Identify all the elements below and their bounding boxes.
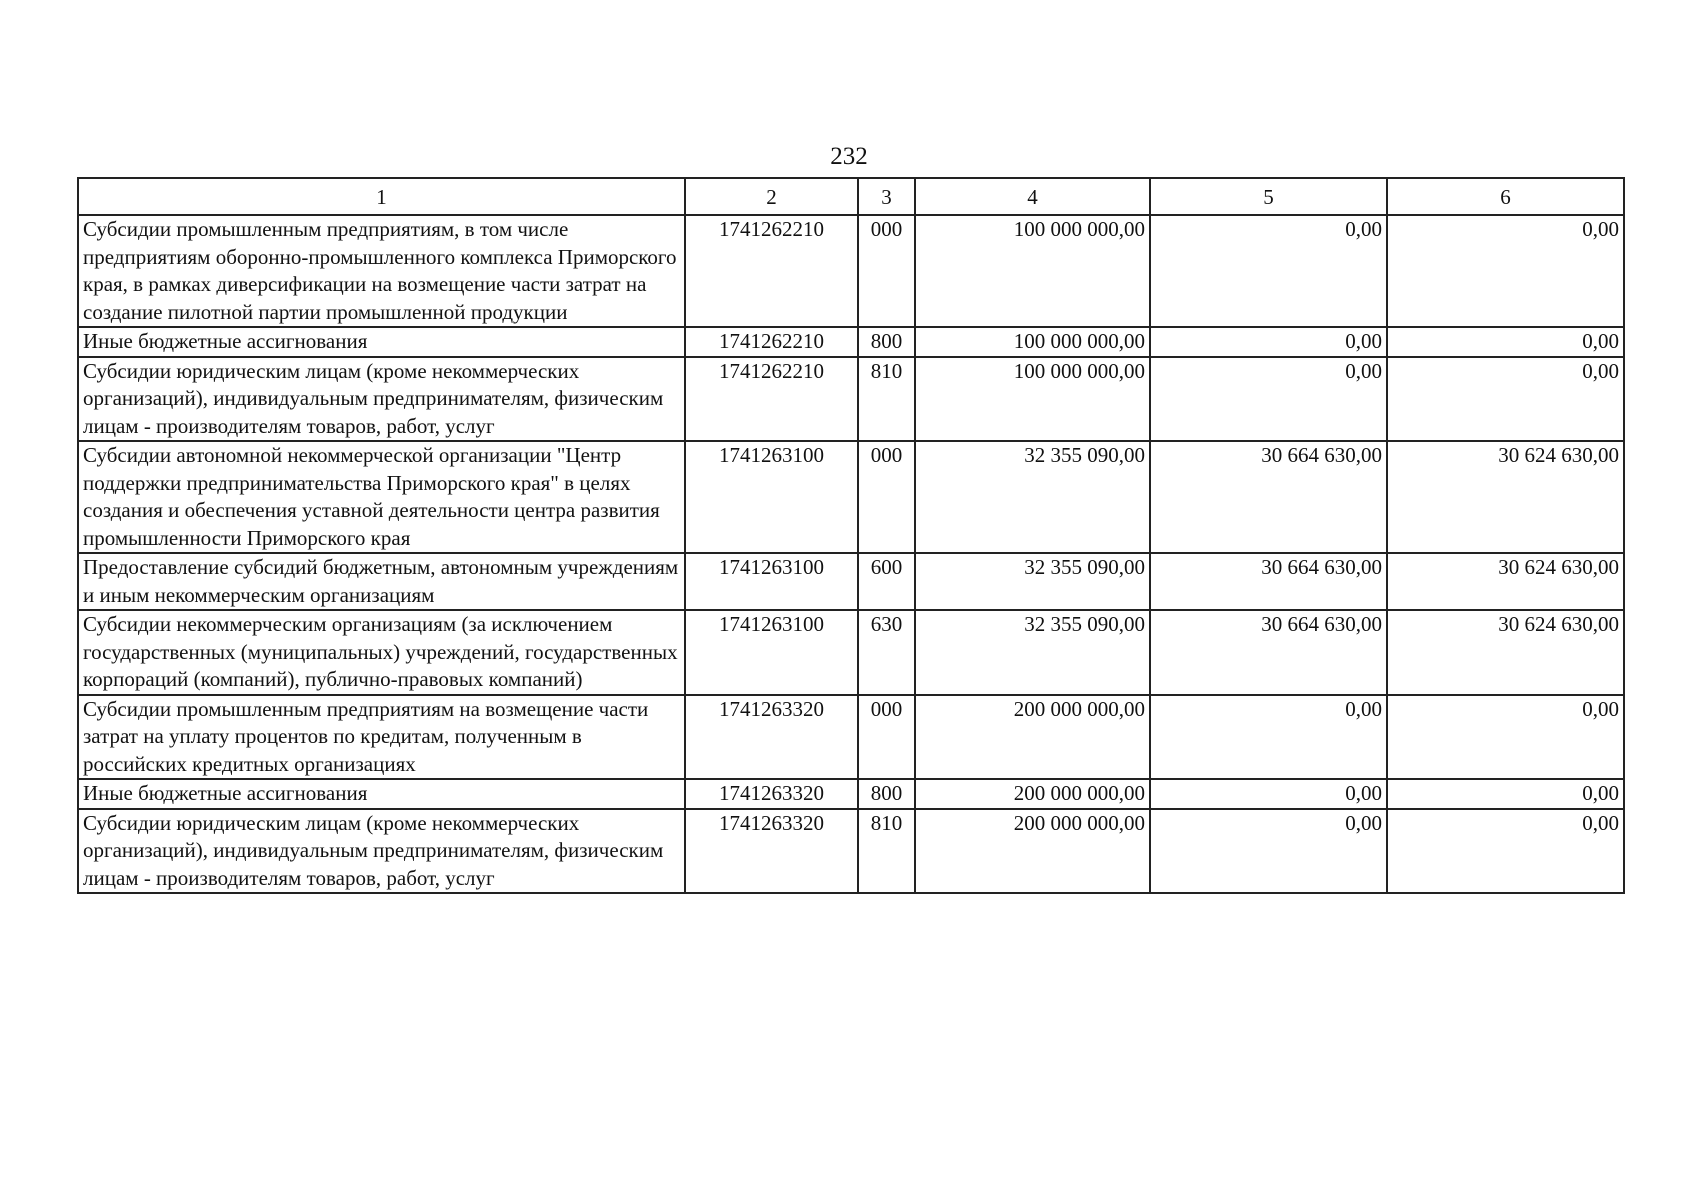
row-value-4: 200 000 000,00: [915, 779, 1150, 809]
row-value-5: 0,00: [1150, 357, 1387, 442]
table-row: [78, 357, 1624, 442]
row-value-4: 100 000 000,00: [915, 215, 1150, 327]
row-code: 1741263100: [685, 441, 858, 553]
row-value-5: 0,00: [1150, 695, 1387, 780]
row-code: 1741263100: [685, 610, 858, 695]
row-value-5: 30 664 630,00: [1150, 441, 1387, 553]
table-row: [78, 441, 1624, 553]
row-name: Предоставление субсидий бюджетным, автономным учреждениям и иным некоммерческим организациям: [78, 553, 685, 610]
row-kind: 810: [858, 357, 915, 442]
row-kind: 800: [858, 327, 915, 357]
row-name: Субсидии юридическим лицам (кроме некоммерческих организаций), индивидуальным предпринимателям, физическим лицам - производителям товаров, работ, услуг: [78, 357, 685, 442]
row-value-4: 200 000 000,00: [915, 809, 1150, 894]
table-header-row: [78, 178, 1624, 215]
row-value-4: 32 355 090,00: [915, 610, 1150, 695]
header-cell-4: 4: [915, 178, 1150, 215]
header-cell-3: 3: [858, 178, 915, 215]
row-value-6: 0,00: [1387, 357, 1624, 442]
row-value-4: 200 000 000,00: [915, 695, 1150, 780]
row-kind: 600: [858, 553, 915, 610]
row-value-6: 0,00: [1387, 327, 1624, 357]
row-name: Субсидии промышленным предприятиям на возмещение части затрат на уплату процентов по кредитам, полученным в российских кредитных организациях: [78, 695, 685, 780]
row-name: Субсидии промышленным предприятиям, в том числе предприятиям оборонно-промышленного комплекса Приморского края, в рамках диверсификации на возмещение части затрат на создание пилотной партии промышленной продукции: [78, 215, 685, 327]
row-value-5: 30 664 630,00: [1150, 610, 1387, 695]
row-value-4: 100 000 000,00: [915, 357, 1150, 442]
row-kind: 810: [858, 809, 915, 894]
table-row: [78, 553, 1624, 610]
row-name: Субсидии некоммерческим организациям (за исключением государственных (муниципальных) учреждений, государственных корпораций (компаний), публично-правовых компаний): [78, 610, 685, 695]
row-value-4: 32 355 090,00: [915, 441, 1150, 553]
table-row: [78, 695, 1624, 780]
table-row: [78, 610, 1624, 695]
row-value-4: 32 355 090,00: [915, 553, 1150, 610]
row-code: 1741262210: [685, 327, 858, 357]
page-number: [0, 143, 1698, 171]
row-value-5: 0,00: [1150, 779, 1387, 809]
row-code: 1741263100: [685, 553, 858, 610]
row-value-5: 30 664 630,00: [1150, 553, 1387, 610]
row-value-6: 30 624 630,00: [1387, 553, 1624, 610]
row-value-5: 0,00: [1150, 809, 1387, 894]
row-kind: 630: [858, 610, 915, 695]
table-row: [78, 327, 1624, 357]
row-kind: 800: [858, 779, 915, 809]
row-name: Субсидии юридическим лицам (кроме некоммерческих организаций), индивидуальным предпринимателям, физическим лицам - производителям товаров, работ, услуг: [78, 809, 685, 894]
row-code: 1741263320: [685, 779, 858, 809]
row-name: Иные бюджетные ассигнования: [78, 779, 685, 809]
row-kind: 000: [858, 215, 915, 327]
row-kind: 000: [858, 695, 915, 780]
table-row: [78, 215, 1624, 327]
row-code: 1741262210: [685, 357, 858, 442]
table-row: [78, 809, 1624, 894]
row-code: 1741262210: [685, 215, 858, 327]
row-name: Иные бюджетные ассигнования: [78, 327, 685, 357]
row-code: 1741263320: [685, 695, 858, 780]
row-value-6: 0,00: [1387, 695, 1624, 780]
header-cell-2: 2: [685, 178, 858, 215]
row-value-4: 100 000 000,00: [915, 327, 1150, 357]
budget-table: [77, 177, 1625, 894]
row-value-6: 30 624 630,00: [1387, 441, 1624, 553]
header-cell-6: 6: [1387, 178, 1624, 215]
row-value-6: 0,00: [1387, 809, 1624, 894]
row-value-6: 0,00: [1387, 779, 1624, 809]
row-name: Субсидии автономной некоммерческой организации "Центр поддержки предпринимательства Приморского края" в целях создания и обеспечения уставной деятельности центра развития промышленности Приморского края: [78, 441, 685, 553]
row-value-6: 0,00: [1387, 215, 1624, 327]
row-kind: 000: [858, 441, 915, 553]
row-code: 1741263320: [685, 809, 858, 894]
row-value-5: 0,00: [1150, 215, 1387, 327]
table-row: [78, 779, 1624, 809]
header-cell-1: 1: [78, 178, 685, 215]
header-cell-5: 5: [1150, 178, 1387, 215]
row-value-6: 30 624 630,00: [1387, 610, 1624, 695]
row-value-5: 0,00: [1150, 327, 1387, 357]
page-number-text: 232: [830, 143, 868, 170]
